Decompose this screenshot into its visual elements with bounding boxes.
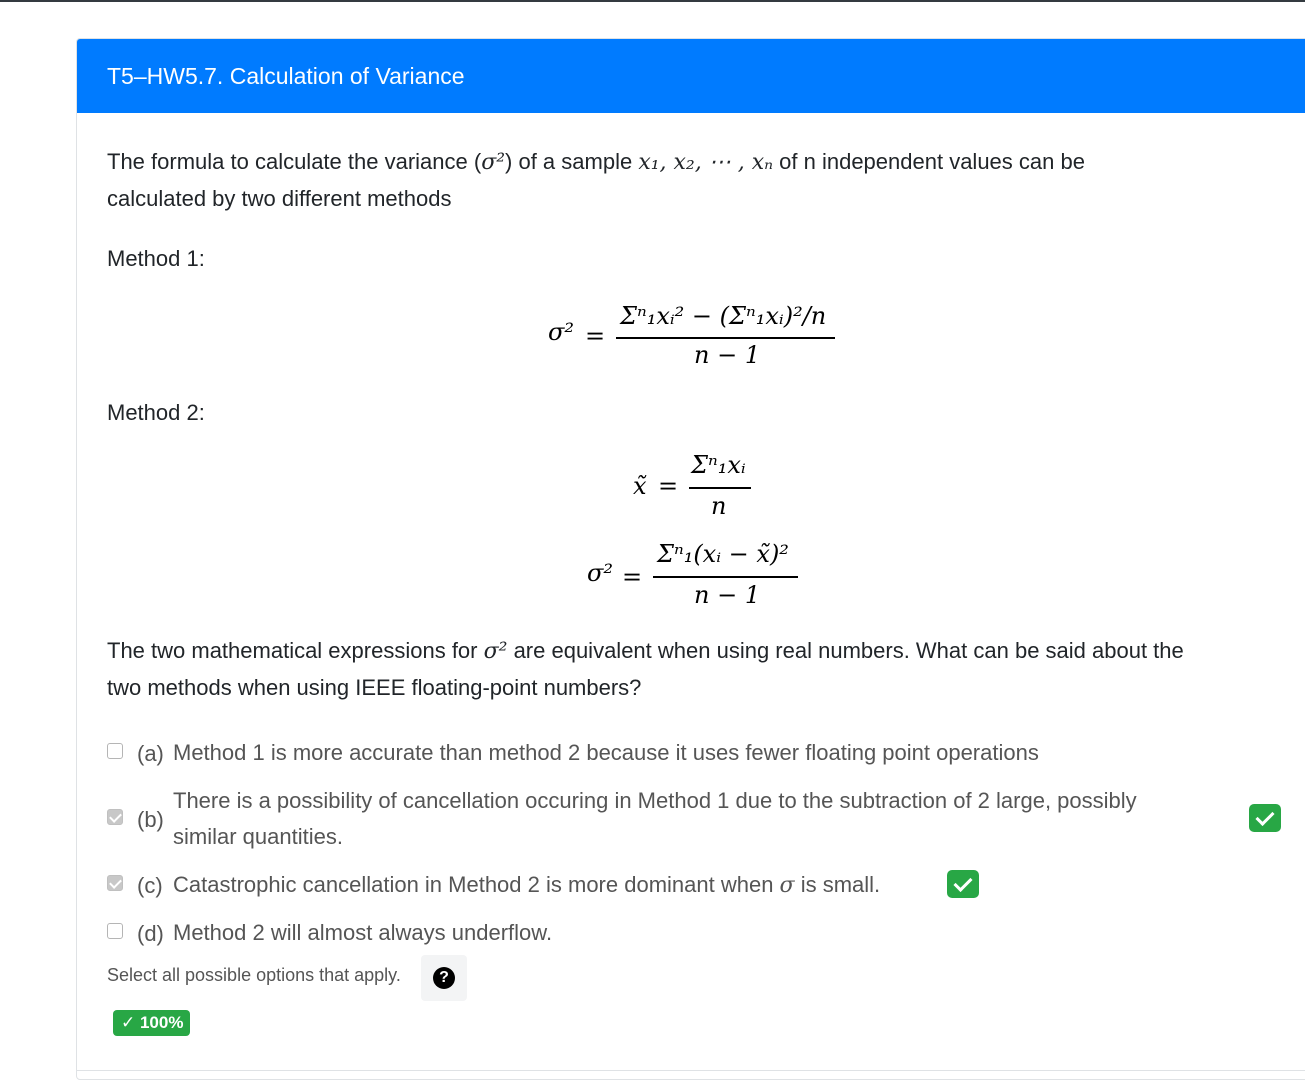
method2-fraction-bar bbox=[653, 576, 798, 578]
option-b-letter: (b) bbox=[137, 807, 164, 832]
method1-numerator: Σⁿ₁xᵢ² − (Σⁿ₁xᵢ)²/n bbox=[620, 302, 827, 330]
mean-lhs: x̃ bbox=[633, 472, 647, 500]
intro-paragraph bbox=[107, 144, 1267, 217]
intro-line-2: calculated by two different methods bbox=[107, 186, 452, 211]
option-b-text-line2: similar quantities. bbox=[173, 824, 343, 849]
question-mark-icon: ? bbox=[433, 967, 455, 989]
method1-denominator: n − 1 bbox=[694, 341, 761, 369]
question-sigma2: σ² bbox=[483, 639, 508, 664]
mean-fraction-bar bbox=[689, 487, 751, 489]
help-button[interactable] bbox=[421, 955, 467, 1001]
option-a-letter: (a) bbox=[137, 741, 164, 766]
intro-text-3: of n independent values can be bbox=[773, 149, 1085, 174]
option-c-text-b: is small. bbox=[794, 872, 881, 897]
top-border bbox=[0, 0, 1305, 2]
question-title: T5–HW5.7. Calculation of Variance bbox=[107, 63, 465, 89]
method2-denominator: n − 1 bbox=[694, 581, 761, 609]
option-c-text bbox=[173, 867, 880, 904]
option-a-checkbox[interactable] bbox=[107, 743, 123, 759]
question-paragraph bbox=[107, 633, 1287, 706]
option-b-text-line1: There is a possibility of cancellation occuring in Method 1 due to the subtraction of 2 large, possibly bbox=[173, 788, 1137, 813]
card-divider bbox=[77, 1070, 1305, 1071]
method2-lhs: σ² bbox=[587, 559, 614, 587]
method1-label: Method 1: bbox=[107, 246, 205, 271]
intro-text-2: ) of a sample bbox=[505, 149, 639, 174]
question-text-2: are equivalent when using real numbers. What can be said about the bbox=[507, 638, 1184, 663]
mean-equals: = bbox=[658, 472, 679, 500]
method2-equals: = bbox=[622, 563, 643, 591]
card-header bbox=[77, 39, 1305, 113]
method1-equals: = bbox=[585, 322, 606, 350]
method1-fraction-bar bbox=[616, 337, 835, 339]
option-c-letter: (c) bbox=[137, 873, 163, 898]
option-d-checkbox[interactable] bbox=[107, 923, 123, 939]
hint-text: Select all possible options that apply. bbox=[107, 965, 401, 985]
method2-label: Method 2: bbox=[107, 400, 205, 425]
question-line-2: two methods when using IEEE floating-point numbers? bbox=[107, 675, 642, 700]
option-c-checkbox[interactable] bbox=[107, 875, 123, 891]
option-a-text: Method 1 is more accurate than method 2 because it uses fewer floating point operations bbox=[173, 740, 1039, 765]
option-d-text: Method 2 will almost always underflow. bbox=[173, 920, 553, 945]
option-c-correct-badge bbox=[947, 870, 979, 898]
intro-sample: x₁, x₂, ⋯ , xₙ bbox=[638, 150, 774, 175]
mean-numerator: Σⁿ₁xᵢ bbox=[691, 451, 746, 479]
score-badge: ✓ 100% bbox=[113, 1010, 190, 1036]
option-b-correct-badge bbox=[1249, 804, 1281, 832]
intro-text-1: The formula to calculate the variance ( bbox=[107, 149, 482, 174]
option-b-checkbox[interactable] bbox=[107, 809, 123, 825]
option-c-text-a: Catastrophic cancellation in Method 2 is more dominant when bbox=[173, 872, 780, 897]
method2-numerator: Σⁿ₁(xᵢ − x̃)² bbox=[657, 540, 789, 568]
mean-denominator: n bbox=[711, 492, 727, 520]
option-c-sigma: σ bbox=[779, 873, 795, 898]
question-text-1: The two mathematical expressions for bbox=[107, 638, 484, 663]
method1-lhs: σ² bbox=[548, 318, 575, 346]
intro-sigma2: σ² bbox=[481, 150, 506, 175]
option-d-letter: (d) bbox=[137, 921, 164, 946]
